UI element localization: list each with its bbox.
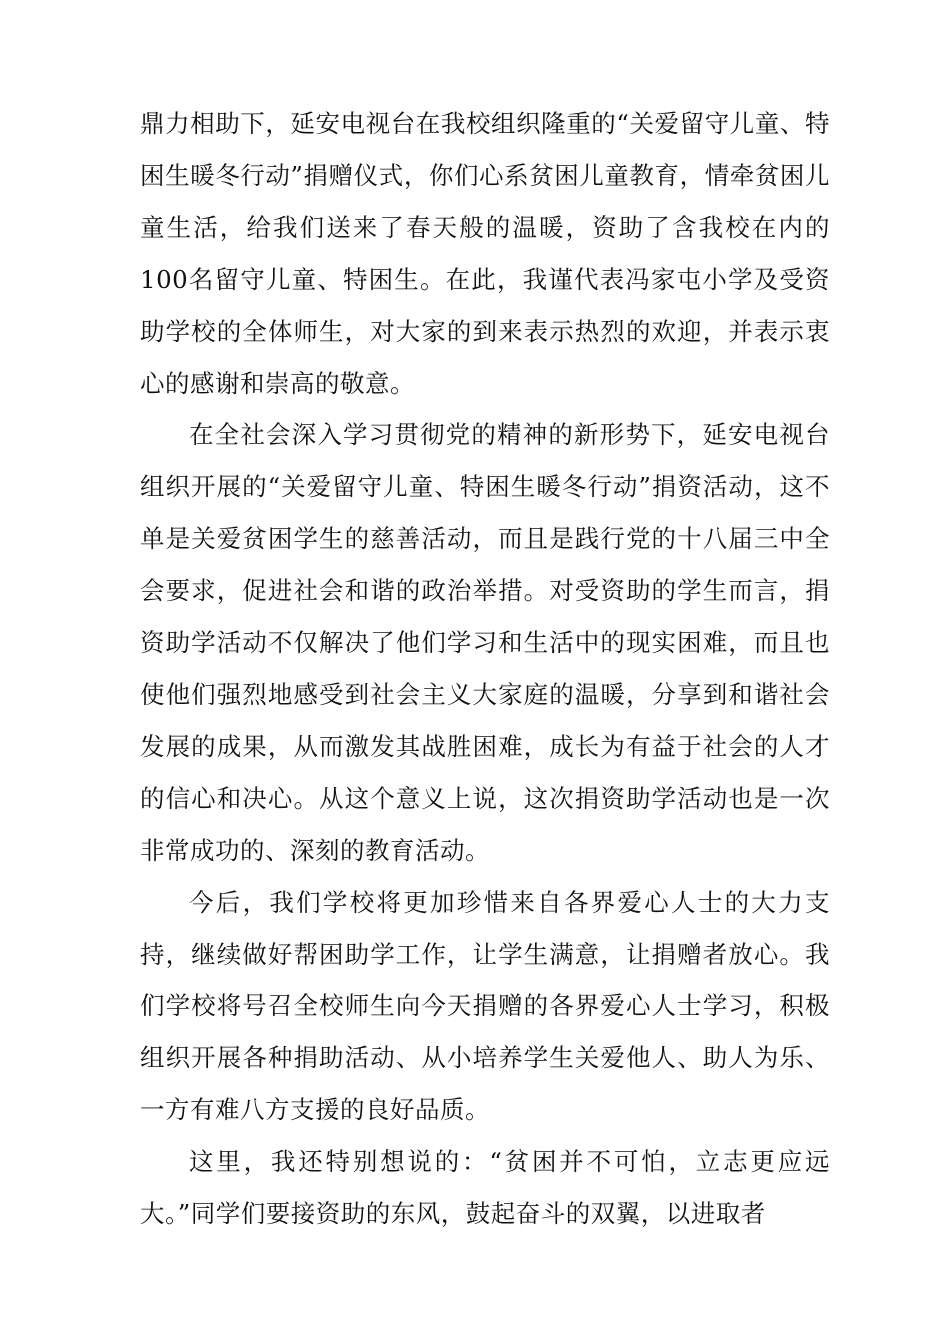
paragraph-3: 今后，我们学校将更加珍惜来自各界爱心人士的大力支持，继续做好帮困助学工作，让学生满意，让捐赠者放心。我们学校将号召全校师生向今天捐赠的各界爱心人士学习，积极组织开展各种捐助活动、从小培养学生关爱他人、助人为乐、一方有难八方支援的良好品质。: [140, 887, 830, 1125]
paragraph-2: 在全社会深入学习贯彻党的精神的新形势下，延安电视台组织开展的“关爱留守儿童、特困生暖冬行动”捐资活动，这不单是关爱贫困学生的慈善活动，而且是践行党的十八届三中全会要求，促进社会和谐的政治举措。对受资助的学生而言，捐资助学活动不仅解决了他们学习和生活中的现实困难，而且也使他们强烈地感受到社会主义大家庭的温暖，分享到和谐社会发展的成果，从而激发其战胜困难，成长为有益于社会的人才的信心和决心。从这个意义上说，这次捐资助学活动也是一次非常成功的、深刻的教育活动。: [140, 420, 830, 865]
paragraph-4: 这里，我还特别想说的：“贫困并不可怕，立志更应远大。”同学们要接资助的东风，鼓起奋斗的双翼，以进取者: [140, 1147, 830, 1229]
document-body: [140, 98, 830, 1240]
paragraph-1: 鼎力相助下，延安电视台在我校组织隆重的“关爱留守儿童、特困生暖冬行动”捐赠仪式，你们心系贫困儿童教育，情牵贫困儿童生活，给我们送来了春天般的温暖，资助了含我校在内的100名留守儿童、特困生。在此，我谨代表冯家屯小学及受资助学校的全体师生，对大家的到来表示热烈的欢迎，并表示衷心的感谢和崇高的敬意。: [140, 109, 830, 398]
